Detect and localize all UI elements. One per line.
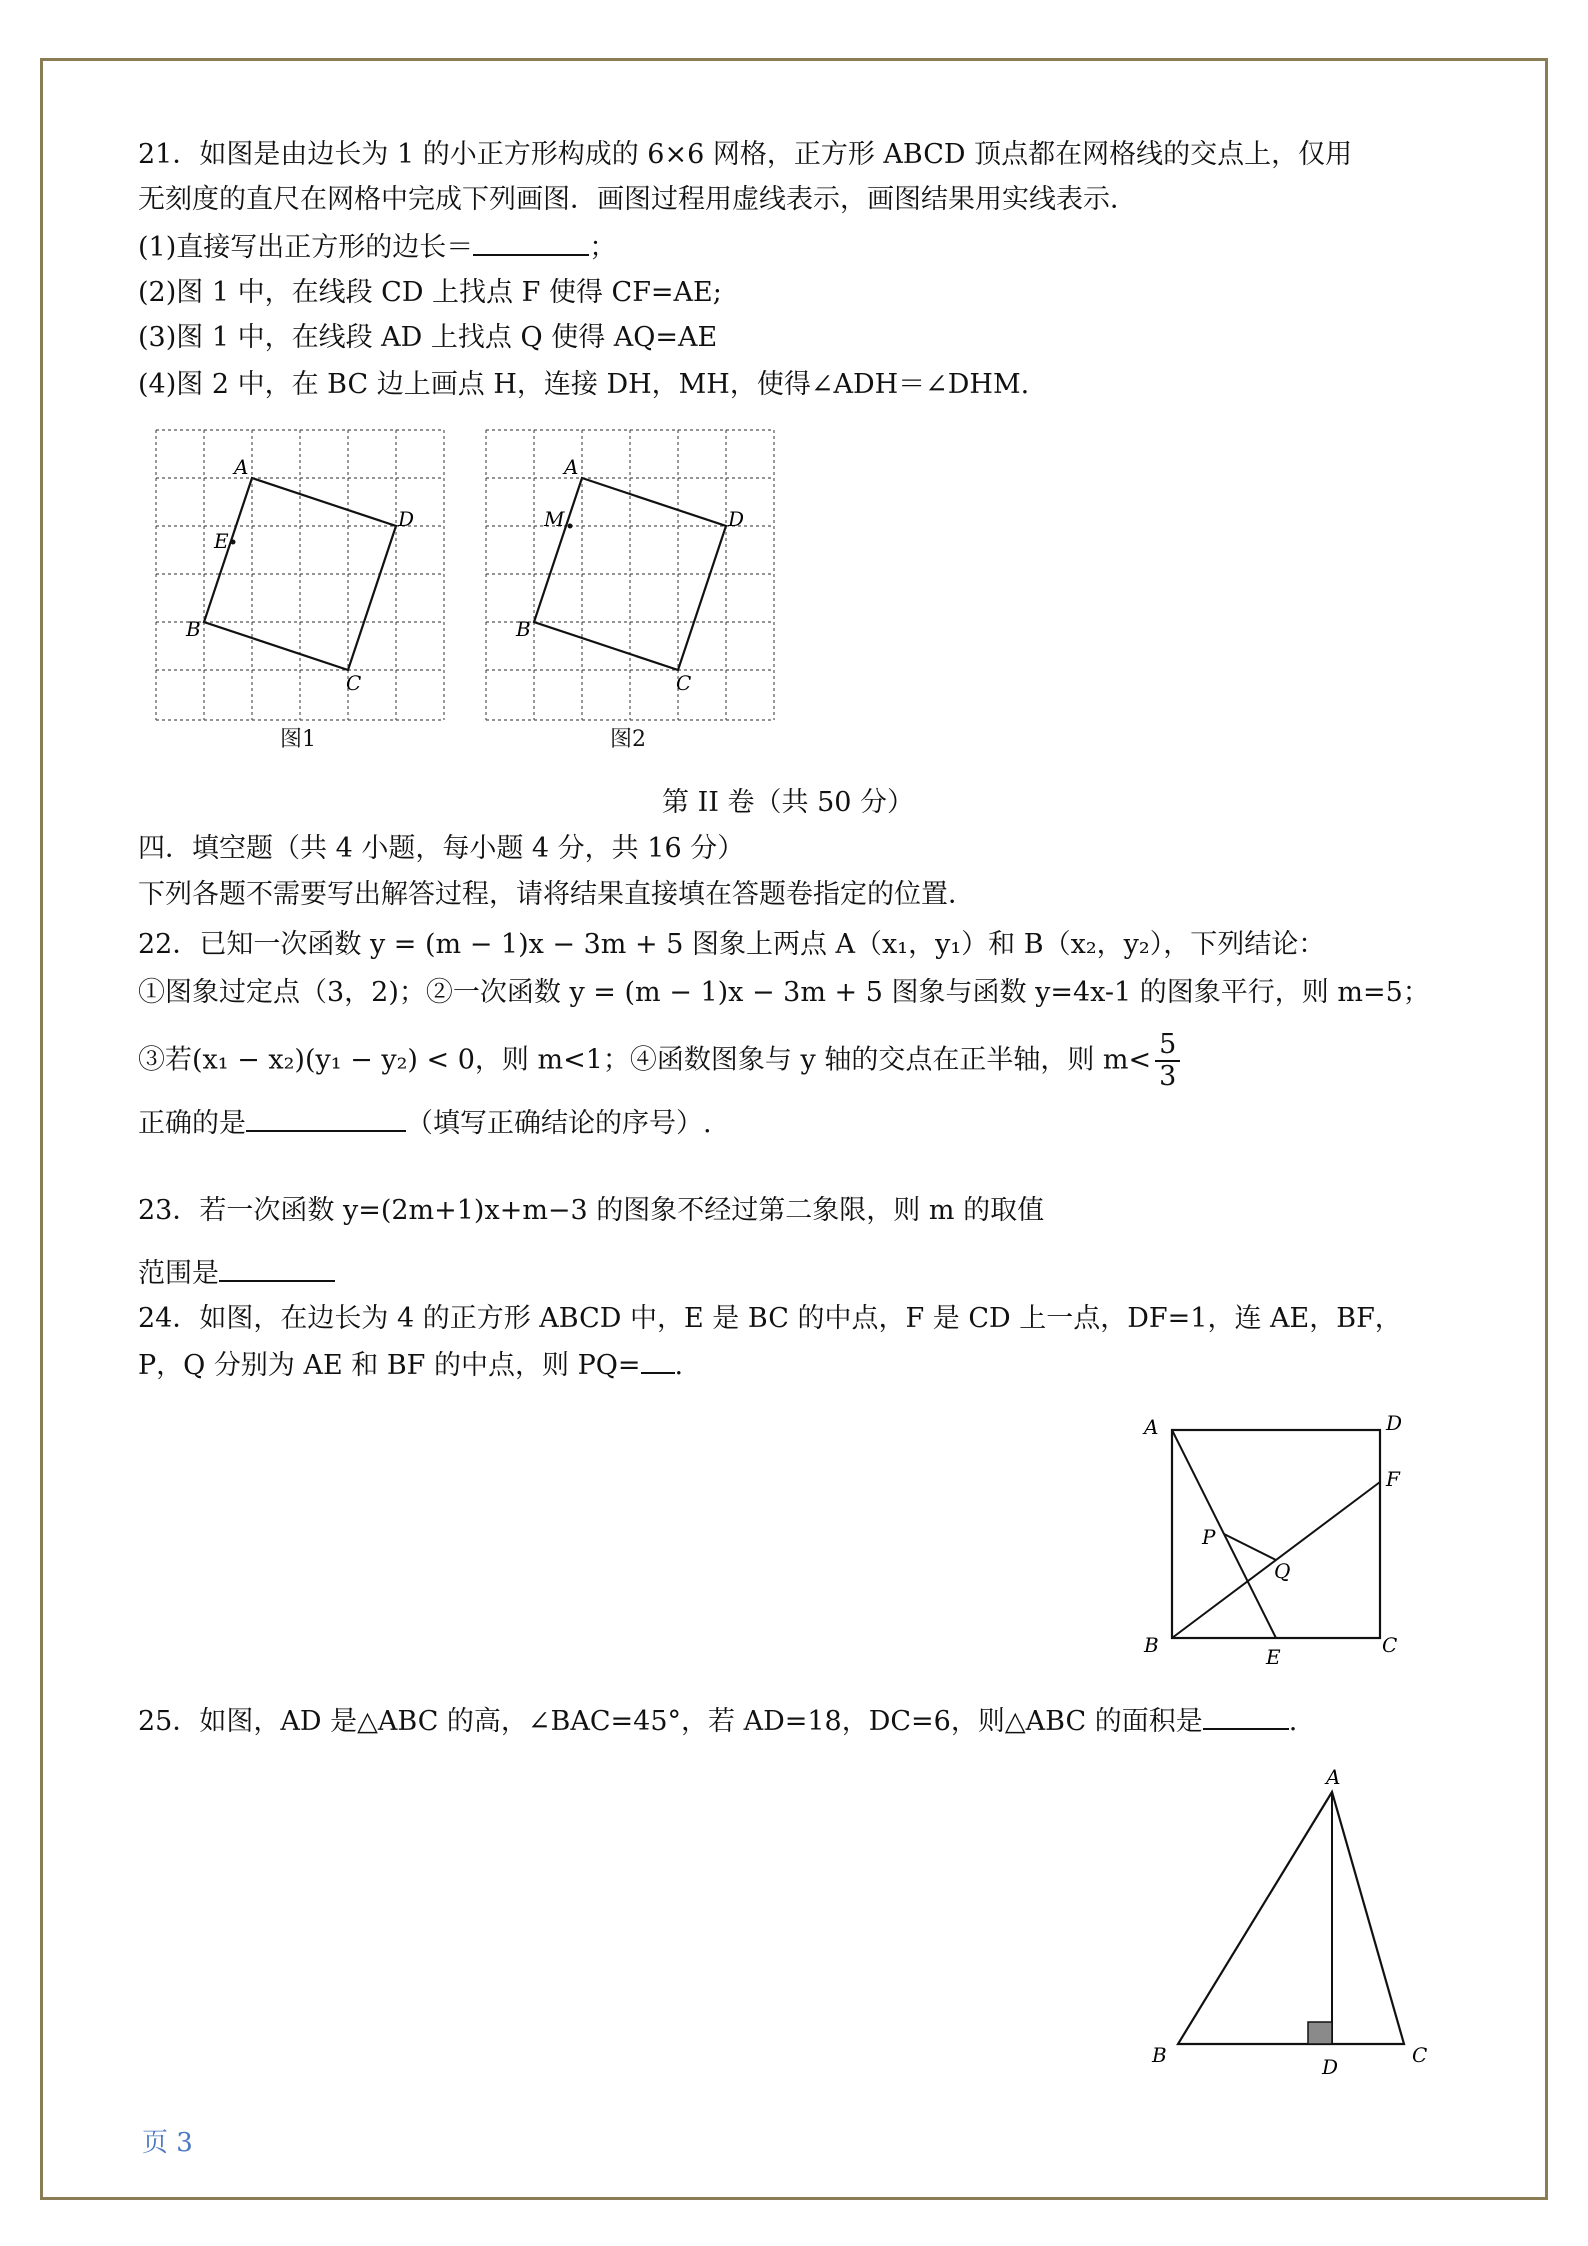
- part4-instructions: 下列各题不需要写出解答过程，请将结果直接填在答题卷指定的位置．: [138, 879, 975, 910]
- label-d: D: [1322, 2055, 1339, 2079]
- label-p: P: [1202, 1525, 1216, 1549]
- answer-blank-side-length[interactable]: [473, 228, 589, 256]
- q21-part1: [138, 228, 616, 267]
- figure-q24-square: [1130, 1404, 1420, 1674]
- q21-part3: (3)图 1 中，在线段 AD 上找点 Q 使得 AQ=AE: [138, 322, 718, 353]
- fraction-numerator: 5: [1155, 1030, 1180, 1062]
- right-angle-marker: [1308, 2022, 1332, 2044]
- q25-end: .: [1288, 1706, 1298, 1737]
- q24-line2-end: .: [674, 1350, 684, 1381]
- label-e: E: [1266, 1645, 1281, 1669]
- q21-part4: (4)图 2 中，在 BC 边上画点 H，连接 DH，MH，使得∠ADH＝∠DHM.: [138, 369, 1030, 400]
- part4-heading: 四．填空题（共 4 小题，每小题 4 分，共 16 分）: [138, 833, 745, 864]
- label-c: C: [346, 671, 362, 695]
- label-d: D: [728, 507, 745, 531]
- label-m: M: [544, 507, 565, 531]
- label-a: A: [1326, 1766, 1341, 1789]
- q21-part1-end: ；: [589, 232, 617, 263]
- label-e: E: [214, 529, 229, 553]
- figure1-grid: [150, 426, 460, 728]
- label-c: C: [1382, 1633, 1398, 1657]
- q21-line2: 无刻度的直尺在网格中完成下列画图．画图过程用虚线表示，画图结果用实线表示．: [138, 184, 1137, 215]
- label-a: A: [564, 455, 579, 479]
- section-title: 第 II 卷（共 50 分）: [662, 787, 915, 818]
- label-d: D: [398, 507, 415, 531]
- fraction-denominator: 3: [1159, 1061, 1177, 1092]
- q21-part1-text: (1)直接写出正方形的边长＝: [138, 232, 474, 263]
- figure1-caption: 图1: [280, 727, 316, 752]
- label-b: B: [1152, 2043, 1167, 2067]
- label-c: C: [1412, 2043, 1428, 2067]
- label-f: F: [1386, 1467, 1400, 1491]
- q24-line1: 24．如图，在边长为 4 的正方形 ABCD 中，E 是 BC 的中点，F 是 CD 上一点，DF=1，连 AE，BF，: [138, 1303, 1402, 1334]
- q24-line2-text: P，Q 分别为 AE 和 BF 的中点，则 PQ=: [138, 1350, 641, 1381]
- answer-blank-q22[interactable]: [246, 1104, 406, 1132]
- q24-line2: [138, 1346, 683, 1385]
- label-q: Q: [1274, 1559, 1291, 1583]
- figure2-caption: 图2: [610, 727, 646, 752]
- label-a: A: [1144, 1415, 1159, 1439]
- q21-line1: 21．如图是由边长为 1 的小正方形构成的 6×6 网格，正方形 ABCD 顶点都在网格线的交点上，仅用: [138, 139, 1353, 170]
- label-b: B: [1144, 1633, 1159, 1657]
- label-b: B: [516, 617, 531, 641]
- q21-part2: (2)图 1 中，在线段 CD 上找点 F 使得 CF=AE;: [138, 277, 722, 308]
- label-c: C: [676, 671, 692, 695]
- answer-blank-q24[interactable]: [641, 1346, 675, 1374]
- page-number: 页 3: [142, 2128, 193, 2158]
- figure2-grid: [480, 426, 790, 728]
- answer-blank-q23[interactable]: [219, 1254, 335, 1282]
- label-d: D: [1386, 1411, 1403, 1435]
- label-a: A: [234, 455, 249, 479]
- q23-line1: 23．若一次函数 y=(2m+1)x+m−3 的图象不经过第二象限，则 m 的取值: [138, 1195, 1045, 1226]
- answer-blank-q25[interactable]: [1203, 1702, 1289, 1730]
- q22-line3: [138, 1030, 1180, 1092]
- q25-line1: [138, 1702, 1297, 1741]
- q23-answer-label: 范围是: [138, 1258, 219, 1289]
- figure-q25-triangle: [1140, 1766, 1450, 2086]
- label-b: B: [186, 617, 201, 641]
- q22-answer-hint: （填写正确结论的序号）.: [406, 1108, 712, 1139]
- fraction-five-thirds: [1155, 1030, 1180, 1092]
- q23-line2: [138, 1254, 335, 1293]
- q22-line2: ①图象过定点（3，2)；②一次函数 y = (m − 1)x − 3m + 5 图象与函数 y=4x-1 的图象平行，则 m=5；: [138, 977, 1430, 1008]
- q22-line4: [138, 1104, 712, 1143]
- q22-answer-label: 正确的是: [138, 1108, 246, 1139]
- q22-line1: 22．已知一次函数 y = (m − 1)x − 3m + 5 图象上两点 A（x₁，y₁）和 B（x₂，y₂），下列结论：: [138, 929, 1326, 960]
- q22-line3-text: ③若(x₁ − x₂)(y₁ − y₂) < 0，则 m<1；④函数图象与 y 轴的交点在正半轴，则 m<: [138, 1044, 1152, 1076]
- q25-text: 25．如图，AD 是△ABC 的高，∠BAC=45°，若 AD=18，DC=6，则△ABC 的面积是: [138, 1706, 1203, 1737]
